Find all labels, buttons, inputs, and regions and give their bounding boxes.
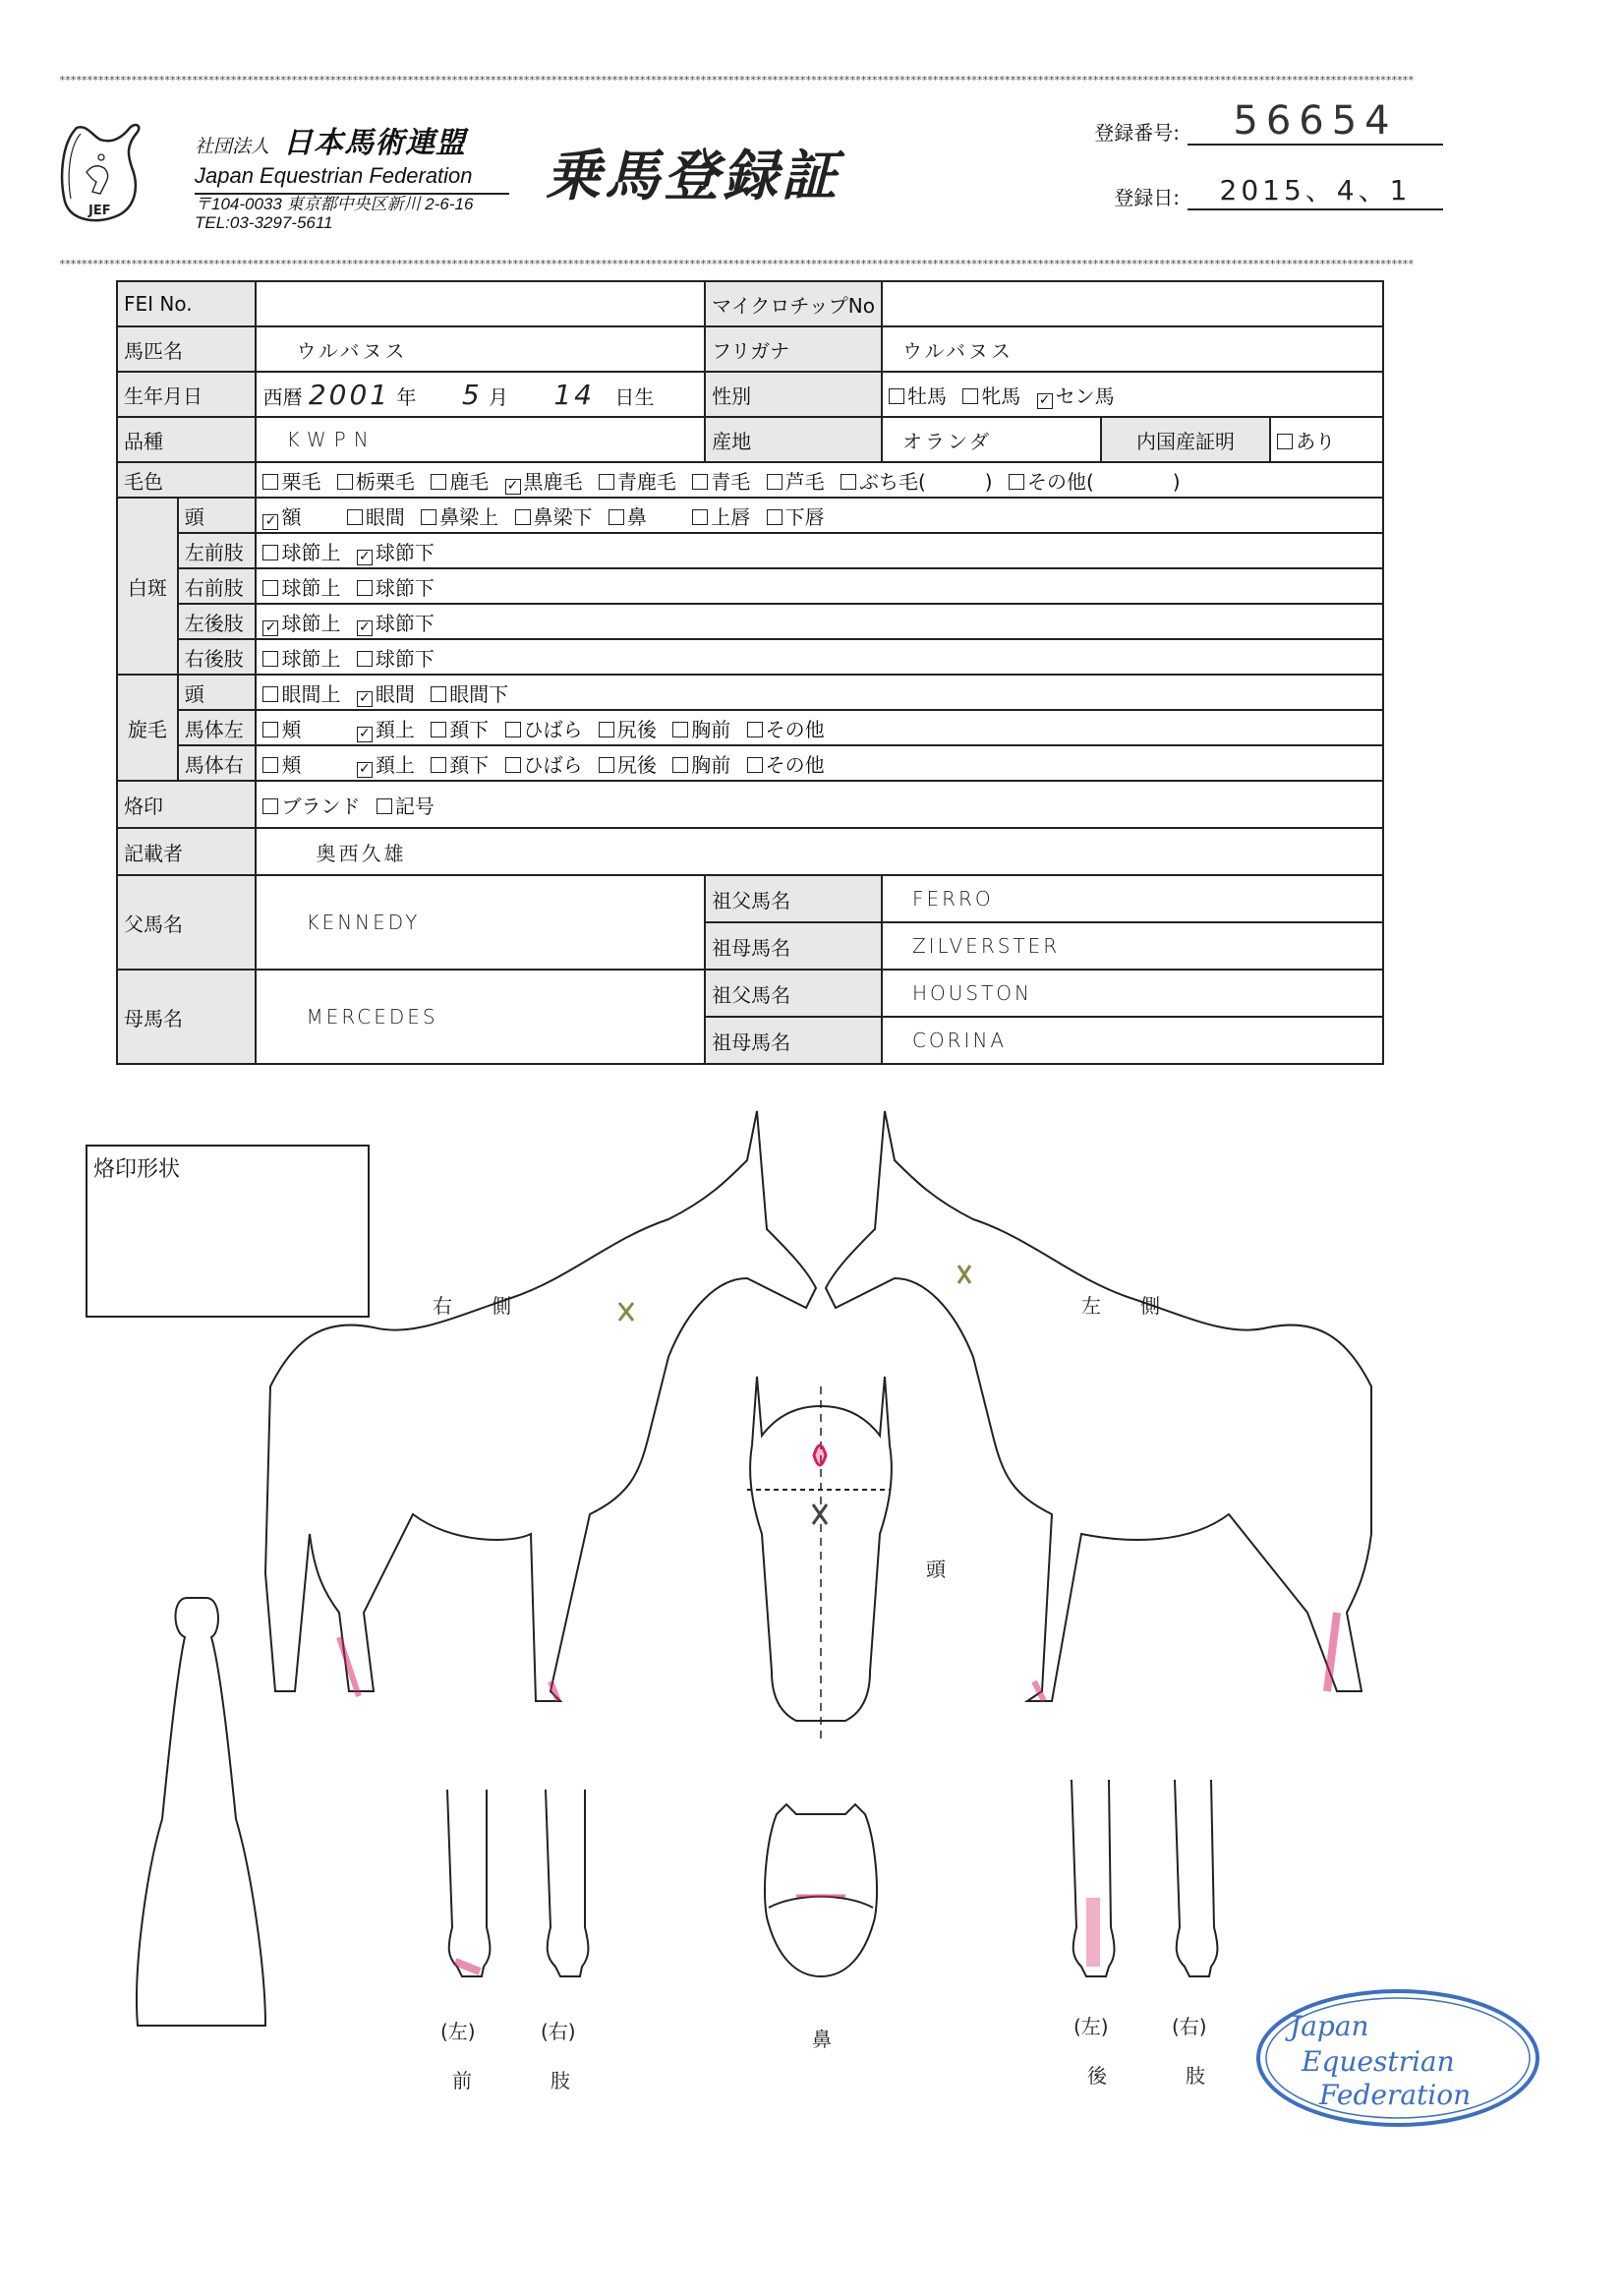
fore-label-char1: 前 [452, 2069, 472, 2092]
horse-name-label: 馬匹名 [117, 326, 256, 372]
origin-label: 産地 [705, 417, 882, 462]
lf-below-fetlock[interactable]: ✓ 球節下 [357, 541, 435, 564]
dam-granddam-label: 祖母馬名 [705, 1017, 882, 1064]
org-tel: TEL:03-3297-5611 [195, 213, 333, 232]
coat-grey[interactable]: 芦毛 [767, 470, 825, 494]
domestic-cert-option[interactable]: あり [1270, 417, 1383, 462]
checkbox-whorl-between-eyes-checked[interactable]: ✓ [357, 691, 373, 707]
birth-month-unit: 月 [489, 384, 508, 409]
registration-date-value: 2015、4、1 [1188, 169, 1443, 210]
registration-date-label: 登録日: [1114, 186, 1180, 209]
fore-right-label: (右) [541, 2020, 576, 2043]
sire-granddam-label: 祖母馬名 [705, 922, 882, 970]
checkbox-lh-below-checked[interactable]: ✓ [357, 620, 373, 636]
right-side-horse-icon [265, 1111, 816, 1701]
page-title: 乗馬登録証 [546, 145, 840, 208]
rf-above-fetlock[interactable]: 球節上 [262, 576, 340, 600]
sex-option-mare[interactable]: 牝馬 [962, 384, 1020, 408]
birth-day: 14 [553, 378, 595, 411]
rh-below-fetlock[interactable]: 球節下 [357, 647, 435, 671]
white-head-forehead[interactable]: ✓ 額 [262, 505, 301, 529]
hind-label-char2: 肢 [1186, 2064, 1205, 2088]
dam-grandsire-field[interactable]: HOUSTON [882, 970, 1383, 1017]
sex-option-gelding[interactable]: ✓ セン馬 [1037, 384, 1115, 408]
left-side-label: 左 側 [1081, 1294, 1160, 1318]
coat-dark-chestnut[interactable]: 栃栗毛 [337, 470, 415, 494]
white-head-upper-lip[interactable]: 上唇 [692, 505, 750, 529]
org-corporation-type: 社団法人 [195, 136, 270, 157]
rh-above-fetlock[interactable]: 球節上 [262, 647, 340, 671]
white-head-lower-lip[interactable]: 下唇 [767, 505, 825, 529]
checkbox-br-upper-neck-checked[interactable]: ✓ [357, 762, 373, 778]
bl-cheek[interactable]: 頬 [262, 718, 301, 741]
origin-field[interactable]: オランダ [882, 417, 1101, 462]
white-head-upper-bridge[interactable]: 鼻梁上 [421, 505, 498, 529]
hind-right-label: (右) [1172, 2015, 1207, 2038]
coat-bay[interactable]: 鹿毛 [431, 470, 489, 494]
stamp-line3: Federation [1319, 2079, 1472, 2111]
brand-option-symbol[interactable]: 記号 [377, 795, 435, 818]
domestic-cert-label: 内国産証明 [1101, 417, 1270, 462]
org-name-en: Japan Equestrian Federation [195, 163, 509, 195]
coat-dark-bay[interactable]: ✓ 黒鹿毛 [505, 470, 583, 494]
bl-other[interactable]: その他 [747, 718, 825, 741]
fore-left-label: (左) [440, 2020, 476, 2043]
breed-label: 品種 [117, 417, 256, 462]
birth-month: 5 [461, 378, 483, 411]
br-upper-neck[interactable]: ✓ 頚上 [357, 753, 415, 777]
hind-left-label: (左) [1073, 2015, 1109, 2038]
nose-front-view-icon [765, 1804, 877, 1976]
whorl-body-right-label: 馬体右 [178, 745, 257, 781]
fei-no-label: FEI No. [117, 281, 256, 326]
br-cheek[interactable]: 頬 [262, 753, 301, 777]
birth-year: 2001 [308, 378, 391, 411]
checkbox-lh-above-checked[interactable]: ✓ [262, 620, 278, 636]
sire-granddam-field[interactable]: ZILVERSTER [882, 922, 1383, 970]
org-address: 〒104-0033 東京都中央区新川 2-6-16 [195, 195, 474, 213]
bl-rump[interactable]: 尻後 [599, 718, 657, 741]
br-lower-neck[interactable]: 頚下 [431, 753, 489, 777]
registration-number-label: 登録番号: [1094, 121, 1180, 145]
bl-upper-neck[interactable]: ✓ 頚上 [357, 718, 415, 741]
furigana-field[interactable]: ウルバヌス [882, 326, 1383, 372]
bl-flank[interactable]: ひばら [505, 718, 583, 741]
white-head-label: 頭 [178, 498, 257, 533]
brand-option-brand[interactable]: ブランド [262, 795, 360, 818]
sire-label: 父馬名 [117, 875, 256, 970]
white-head-nose[interactable]: 鼻 [609, 505, 647, 529]
registration-number-value: 56654 [1188, 98, 1443, 146]
birthdate-label: 生年月日 [117, 372, 256, 417]
checkbox-gelding-checked[interactable]: ✓ [1037, 393, 1053, 409]
checkbox-coat-dark-bay-checked[interactable]: ✓ [505, 479, 521, 495]
sire-field[interactable]: KENNEDY [256, 875, 705, 970]
marking-annotations [339, 1266, 1337, 1701]
birth-year-unit: 年 [396, 384, 417, 409]
dam-field[interactable]: MERCEDES [256, 970, 705, 1064]
sex-option-stallion[interactable]: 牡馬 [889, 384, 947, 408]
white-head-between-eyes[interactable]: 眼間 [347, 505, 405, 529]
lh-below-fetlock[interactable]: ✓ 球節下 [357, 612, 435, 635]
whorl-body-left-label: 馬体左 [178, 710, 257, 745]
logo-text: JEF [88, 204, 111, 218]
microchip-label: マイクロチップNo [705, 281, 882, 326]
jef-official-stamp-icon [1250, 1984, 1545, 2132]
lf-above-fetlock[interactable]: 球節上 [262, 541, 340, 564]
checkbox-lf-below-checked[interactable]: ✓ [357, 550, 373, 565]
br-flank[interactable]: ひばら [505, 753, 583, 777]
sex-label: 性別 [705, 372, 882, 417]
birth-day-unit: 日生 [614, 384, 655, 409]
whorl-head-label: 頭 [178, 675, 257, 710]
fore-label-char2: 肢 [551, 2069, 570, 2092]
fore-legs-front-view-icon [447, 1790, 588, 1976]
right-side-label: 右 側 [433, 1294, 511, 1318]
brand-label: 烙印 [117, 781, 256, 828]
dam-grandsire-label: 祖父馬名 [705, 970, 882, 1017]
coat-chestnut[interactable]: 栗毛 [262, 470, 320, 494]
top-view-horse-icon [137, 1598, 265, 2026]
dam-granddam-field[interactable]: CORINA [882, 1017, 1383, 1064]
white-right-hind-label: 右後肢 [178, 639, 257, 675]
rf-below-fetlock[interactable]: 球節下 [357, 576, 435, 600]
bl-chest[interactable]: 胸前 [672, 718, 730, 741]
sire-grandsire-field[interactable]: FERRO [882, 875, 1383, 922]
furigana-label: フリガナ [705, 326, 882, 372]
recorder-field[interactable]: 奥西久雄 [256, 828, 1383, 875]
coat-brown[interactable]: 青鹿毛 [599, 470, 676, 494]
checkbox-bl-upper-neck-checked[interactable]: ✓ [357, 727, 373, 742]
whorl-above-eyes[interactable]: 眼間上 [262, 682, 340, 706]
br-chest[interactable]: 胸前 [672, 753, 730, 777]
left-side-horse-icon [826, 1111, 1371, 1701]
br-other[interactable]: その他 [747, 753, 825, 777]
sire-grandsire-label: 祖父馬名 [705, 875, 882, 922]
head-front-view-icon [747, 1377, 892, 1740]
horse-name-field[interactable]: ウルバヌス [256, 326, 705, 372]
breed-field[interactable]: KWPN [256, 417, 705, 462]
white-head-lower-bridge[interactable]: 鼻梁下 [515, 505, 593, 529]
white-left-fore-label: 左前肢 [178, 533, 257, 568]
white-markings-label: 白斑 [117, 498, 178, 675]
nose-label: 鼻 [812, 2028, 832, 2051]
bl-lower-neck[interactable]: 頚下 [431, 718, 489, 741]
birthdate-era: 西暦 [262, 384, 303, 409]
coat-color-label: 毛色 [117, 462, 256, 498]
whorl-between-eyes[interactable]: ✓ 眼間 [357, 682, 415, 706]
recorder-label: 記載者 [117, 828, 256, 875]
br-rump[interactable]: 尻後 [599, 753, 657, 777]
hind-label-char1: 後 [1087, 2064, 1107, 2088]
checkbox-forehead-checked[interactable]: ✓ [262, 514, 278, 530]
org-name-ja: 日本馬術連盟 [283, 126, 467, 160]
white-left-hind-label: 左後肢 [178, 604, 257, 639]
white-right-fore-label: 右前肢 [178, 568, 257, 604]
dam-label: 母馬名 [117, 970, 256, 1064]
head-label: 頭 [926, 1558, 946, 1581]
stamp-line1: Japan [1290, 2010, 1369, 2042]
coat-black[interactable]: 青毛 [692, 470, 750, 494]
coat-pinto[interactable]: ぶち毛( ) [840, 470, 993, 494]
whorls-label: 旋毛 [117, 675, 178, 781]
decorative-star-border-top: ***************************************************************************************************************************************************************************************************************************************************** [59, 74, 1414, 87]
stamp-line2: Equestrian [1302, 2045, 1455, 2078]
whorl-below-eyes[interactable]: 眼間下 [431, 682, 508, 706]
decorative-star-border-bottom: ***************************************************************************************************************************************************************************************************************************************************** [59, 258, 1414, 270]
lh-above-fetlock[interactable]: ✓ 球節上 [262, 612, 340, 635]
brand-shape-label: 烙印形状 [93, 1157, 181, 1182]
coat-other[interactable]: その他( ) [1009, 470, 1181, 494]
